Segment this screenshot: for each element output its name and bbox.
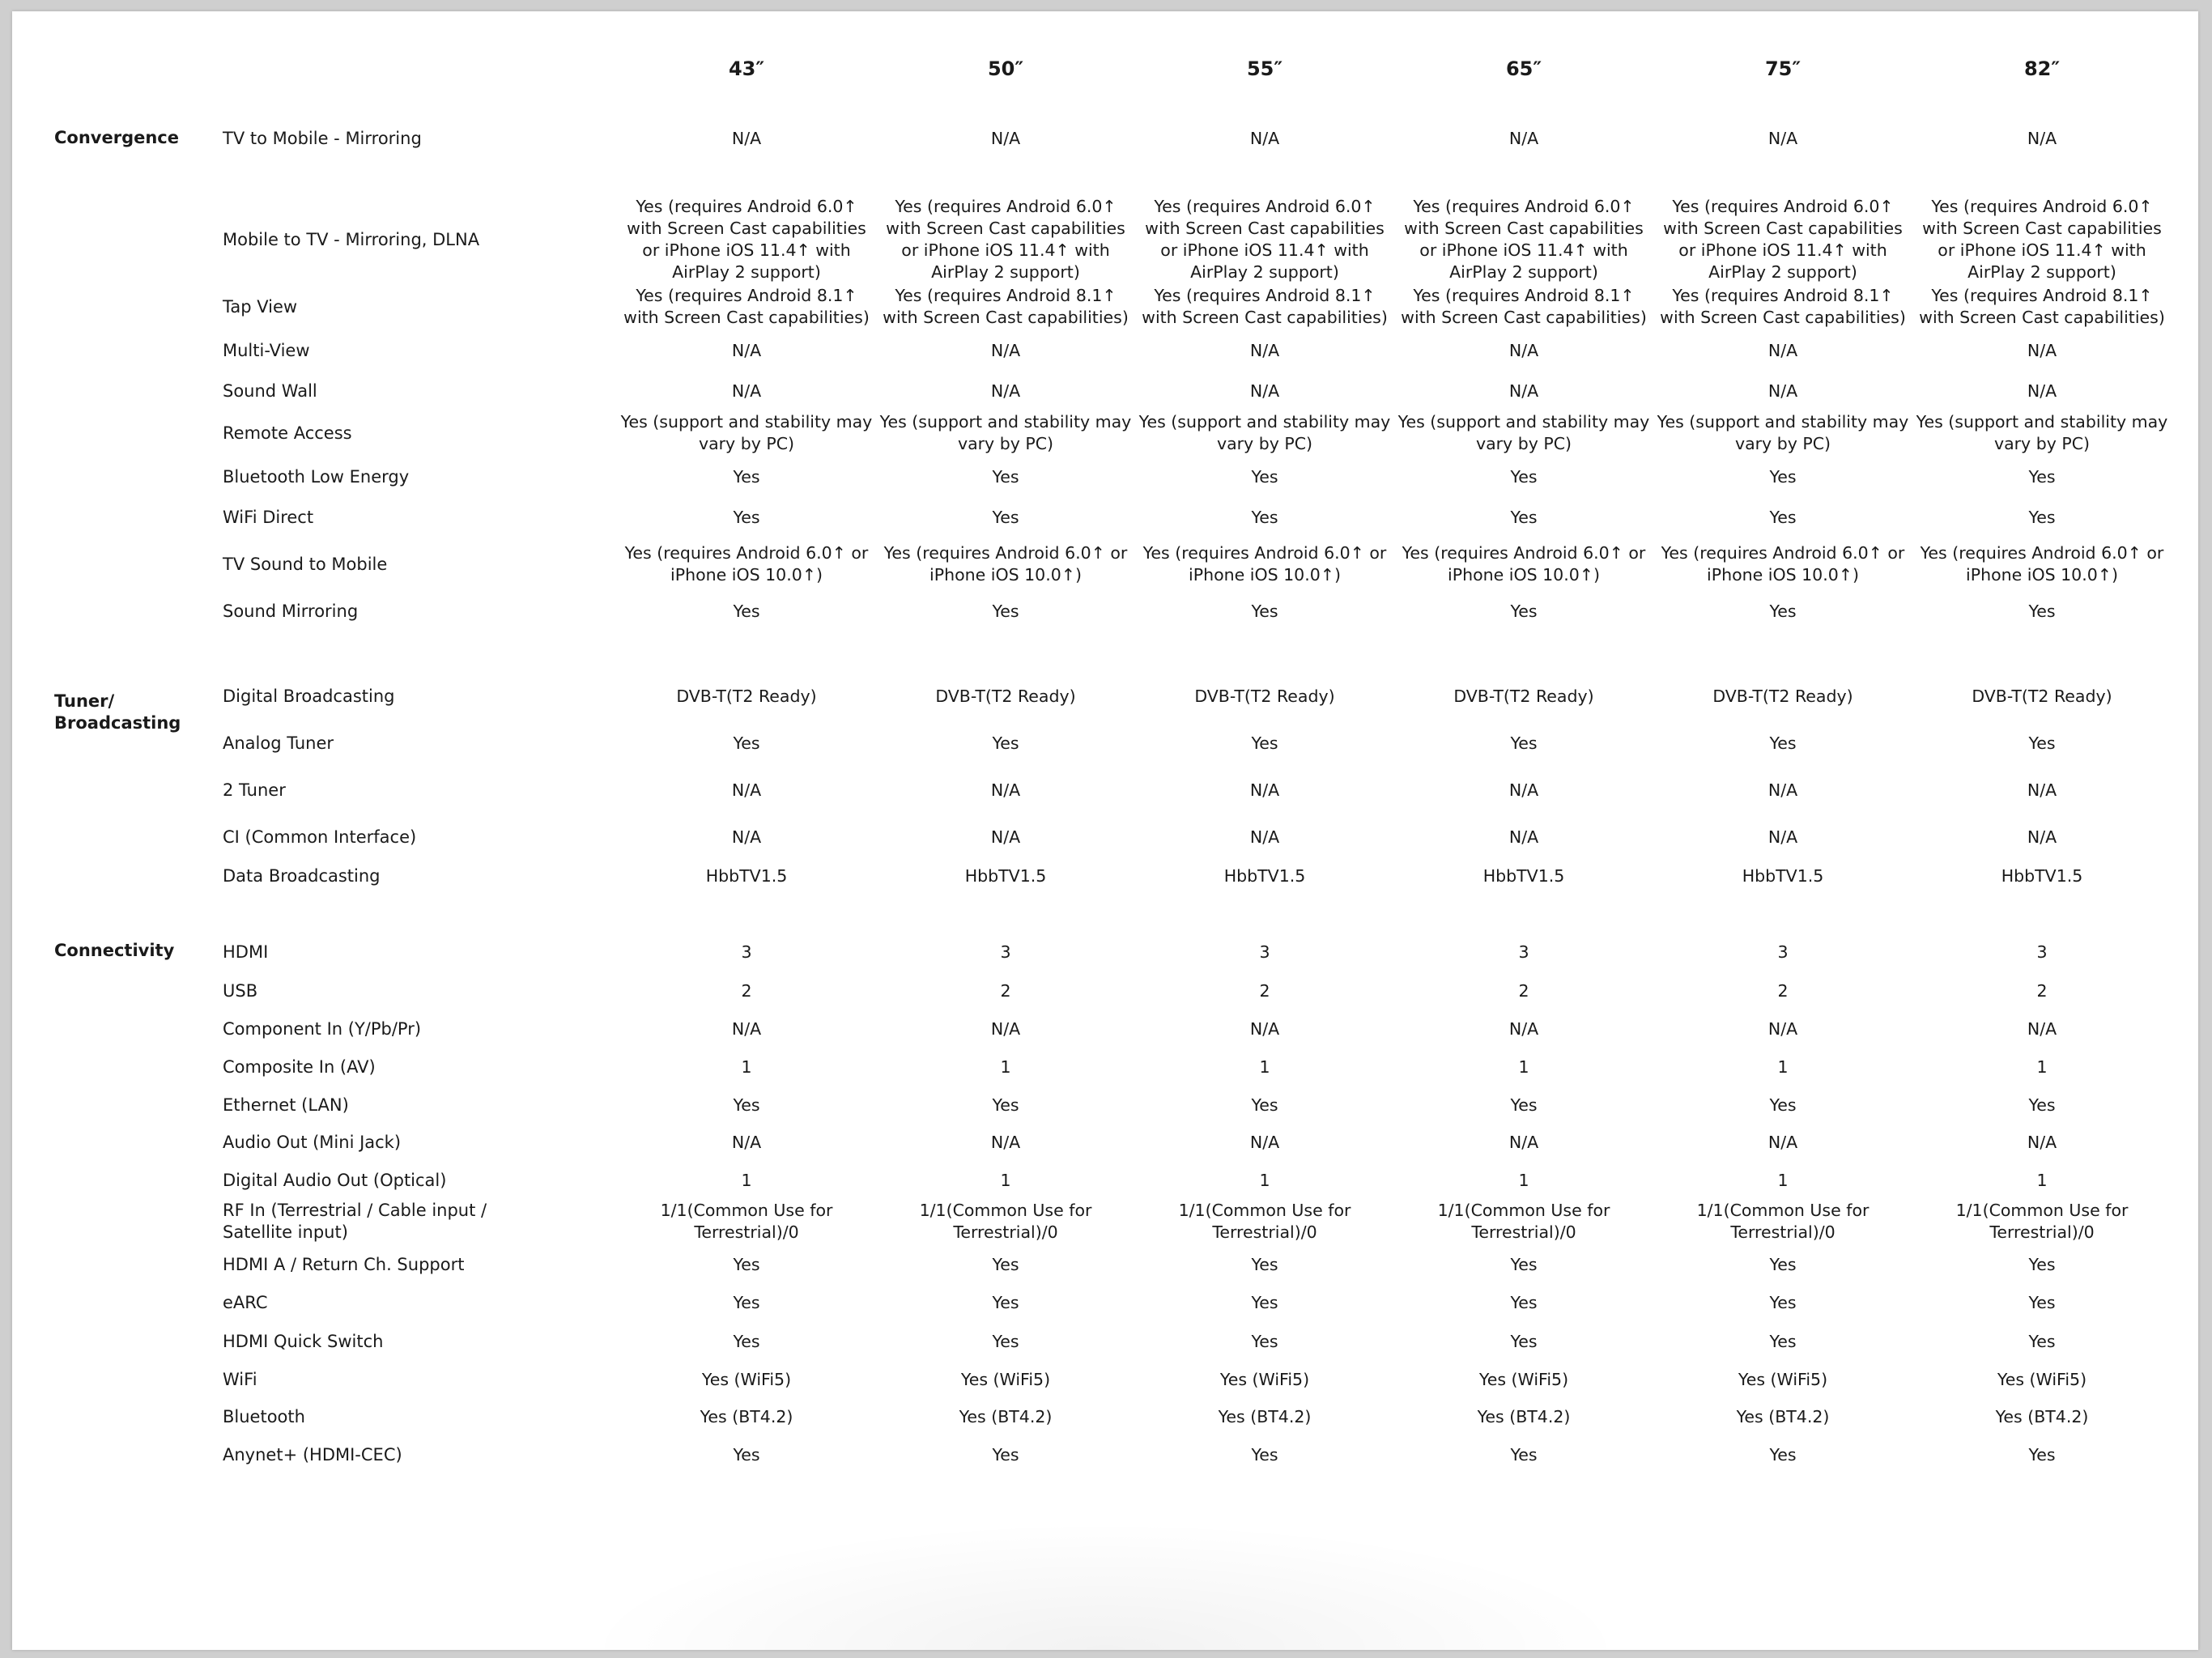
column-header-size: 55″ <box>1246 57 1283 80</box>
spec-value-cell: Yes (requires Android 6.0↑ with Screen Cast capabilities or iPhone iOS 11.4↑ with AirPlay 2 support) <box>1663 197 1903 282</box>
spec-value-cell: Yes <box>1251 733 1278 753</box>
spec-value-cell: N/A <box>990 128 1021 148</box>
spec-value-cell: Yes (requires Android 6.0↑ or iPhone iOS 10.0↑) <box>883 543 1128 585</box>
spec-row-label: USB <box>223 980 258 1001</box>
spec-value-cell: Yes (support and stability may vary by PC) <box>879 412 1132 453</box>
section-label: Tuner/ Broadcasting <box>54 691 181 733</box>
spec-value-cell: N/A <box>1508 1132 1539 1152</box>
spec-value-cell: Yes <box>733 1331 760 1351</box>
spec-value-cell: Yes <box>733 1254 760 1274</box>
spec-value-cell: N/A <box>731 128 762 148</box>
spec-row-label: Remote Access <box>223 423 352 443</box>
spec-value-cell: N/A <box>1767 827 1798 847</box>
spec-value-cell: Yes <box>992 1444 1019 1465</box>
spec-value-cell: Yes <box>2028 507 2056 527</box>
spec-value-cell: HbbTV1.5 <box>705 865 788 886</box>
spec-value-cell: N/A <box>1767 780 1798 800</box>
spec-value-cell: N/A <box>1249 380 1280 401</box>
spec-value-cell: Yes <box>1510 1254 1538 1274</box>
column-header-size: 50″ <box>987 57 1024 80</box>
spec-value-cell: Yes <box>1510 466 1538 487</box>
spec-value-cell: 1/1(Common Use for Terrestrial)/0 <box>1955 1201 2129 1242</box>
spec-value-cell: Yes <box>1769 1444 1797 1465</box>
column-header-size: 75″ <box>1764 57 1802 80</box>
spec-value-cell: Yes <box>992 733 1019 753</box>
spec-value-cell: Yes <box>1769 1331 1797 1351</box>
spec-row-label: Composite In (AV) <box>223 1056 376 1077</box>
spec-value-cell: Yes <box>1251 601 1278 621</box>
spec-row-label: HDMI Quick Switch <box>223 1331 384 1351</box>
spec-value-cell: Yes <box>733 466 760 487</box>
spec-value-cell: 1 <box>1000 1170 1011 1190</box>
spec-value-cell: N/A <box>1508 780 1539 800</box>
spec-value-cell: N/A <box>990 827 1021 847</box>
spec-value-cell: Yes (requires Android 6.0↑ or iPhone iOS 10.0↑) <box>1142 543 1387 585</box>
spec-value-cell: Yes (BT4.2) <box>700 1406 793 1426</box>
spec-value-cell: Yes <box>1251 1254 1278 1274</box>
spec-value-cell: Yes (requires Android 6.0↑ with Screen Cast capabilities or iPhone iOS 11.4↑ with AirPlay 2 support) <box>627 197 866 282</box>
spec-value-cell: Yes <box>1251 1095 1278 1115</box>
spec-value-cell: HbbTV1.5 <box>964 865 1047 886</box>
spec-row-label: WiFi Direct <box>223 507 314 527</box>
spec-row-label: CI (Common Interface) <box>223 827 417 847</box>
spec-value-cell: N/A <box>990 380 1021 401</box>
spec-value-cell: Yes <box>1769 466 1797 487</box>
section-label: Convergence <box>54 128 179 147</box>
spec-value-cell: N/A <box>2027 128 2057 148</box>
spec-value-cell: Yes (requires Android 6.0↑ with Screen Cast capabilities or iPhone iOS 11.4↑ with AirPlay 2 support) <box>1145 197 1385 282</box>
spec-row-label: Bluetooth <box>223 1406 305 1426</box>
spec-value-cell: Yes <box>1251 507 1278 527</box>
spec-value-cell: Yes <box>2028 466 2056 487</box>
spec-row-label: Digital Audio Out (Optical) <box>223 1170 447 1190</box>
spec-value-cell: Yes (requires Android 6.0↑ with Screen Cast capabilities or iPhone iOS 11.4↑ with AirPlay 2 support) <box>886 197 1125 282</box>
spec-value-cell: 1 <box>1518 1170 1529 1190</box>
spec-value-cell: HbbTV1.5 <box>2001 865 2083 886</box>
spec-value-cell: N/A <box>990 780 1021 800</box>
spec-value-cell: HbbTV1.5 <box>1742 865 1824 886</box>
spec-value-cell: 1 <box>1259 1170 1270 1190</box>
spec-value-cell: 1 <box>741 1170 752 1190</box>
spec-value-cell: Yes <box>1769 1254 1797 1274</box>
spec-value-cell: 1 <box>2036 1170 2048 1190</box>
spec-value-cell: Yes <box>992 1095 1019 1115</box>
section-label: Connectivity <box>54 941 175 960</box>
spec-value-cell: Yes <box>1251 466 1278 487</box>
spec-value-cell: Yes (BT4.2) <box>959 1406 1053 1426</box>
spec-value-cell: 2 <box>1518 980 1529 1001</box>
spec-value-cell: DVB-T(T2 Ready) <box>676 686 817 706</box>
spec-value-cell: N/A <box>731 780 762 800</box>
spec-value-cell: N/A <box>1508 380 1539 401</box>
spec-value-cell: 3 <box>1259 942 1270 962</box>
spec-value-cell: N/A <box>1508 827 1539 847</box>
spec-value-cell: N/A <box>2027 340 2057 360</box>
spec-value-cell: Yes (requires Android 6.0↑ or iPhone iOS 10.0↑) <box>1402 543 1646 585</box>
spec-value-cell: Yes <box>733 733 760 753</box>
spec-value-cell: Yes (BT4.2) <box>1477 1406 1571 1426</box>
spec-value-cell: Yes <box>1769 1095 1797 1115</box>
spec-value-cell: N/A <box>1508 340 1539 360</box>
spec-value-cell: 1 <box>2036 1056 2048 1077</box>
spec-value-cell: 2 <box>2036 980 2048 1001</box>
spec-value-cell: Yes <box>733 1444 760 1465</box>
spec-value-cell: Yes <box>2028 1444 2056 1465</box>
spec-value-cell: DVB-T(T2 Ready) <box>1712 686 1853 706</box>
spec-value-cell: 1 <box>1518 1056 1529 1077</box>
spec-value-cell: N/A <box>990 340 1021 360</box>
spec-row-label: Component In (Y/Pb/Pr) <box>223 1018 422 1039</box>
spec-value-cell: Yes (support and stability may vary by PC) <box>1657 412 1909 453</box>
spec-value-cell: 1 <box>741 1056 752 1077</box>
spec-value-cell: N/A <box>731 380 762 401</box>
spec-value-cell: N/A <box>2027 780 2057 800</box>
spec-value-cell: Yes (requires Android 8.1↑ with Screen Cast capabilities) <box>1660 286 1906 327</box>
spec-value-cell: Yes (requires Android 8.1↑ with Screen Cast capabilities) <box>883 286 1129 327</box>
spec-value-cell: Yes (WiFi5) <box>1997 1369 2087 1389</box>
spec-row-label: eARC <box>223 1292 268 1312</box>
spec-value-cell: Yes (requires Android 8.1↑ with Screen Cast capabilities) <box>1142 286 1388 327</box>
spec-value-cell: Yes <box>1769 1292 1797 1312</box>
spec-value-cell: N/A <box>990 1132 1021 1152</box>
spec-value-cell: Yes <box>1510 733 1538 753</box>
column-header-size: 82″ <box>2023 57 2061 80</box>
spec-value-cell: N/A <box>2027 1018 2057 1039</box>
spec-value-cell: N/A <box>731 1018 762 1039</box>
spec-value-cell: N/A <box>1249 1132 1280 1152</box>
spec-value-cell: 1 <box>1000 1056 1011 1077</box>
spec-value-cell: 1/1(Common Use for Terrestrial)/0 <box>660 1201 833 1242</box>
spec-value-cell: Yes <box>1510 1331 1538 1351</box>
spec-value-cell: 3 <box>1000 942 1011 962</box>
spec-value-cell: Yes (requires Android 6.0↑ or iPhone iOS 10.0↑) <box>624 543 869 585</box>
spec-value-cell: Yes (support and stability may vary by PC) <box>1138 412 1391 453</box>
spec-value-cell: 1 <box>1777 1170 1789 1190</box>
spec-row-label: Sound Mirroring <box>223 601 359 621</box>
spec-value-cell: N/A <box>1767 128 1798 148</box>
spec-row-label: HDMI <box>223 942 269 962</box>
spec-value-cell: Yes <box>2028 1292 2056 1312</box>
spec-value-cell: DVB-T(T2 Ready) <box>935 686 1076 706</box>
spec-value-cell: Yes <box>992 601 1019 621</box>
spec-value-cell: 2 <box>1259 980 1270 1001</box>
spec-value-cell: Yes <box>1251 1444 1278 1465</box>
spec-value-cell: Yes <box>1251 1331 1278 1351</box>
spec-value-cell: N/A <box>990 1018 1021 1039</box>
spec-value-cell: Yes (requires Android 6.0↑ or iPhone iOS 10.0↑) <box>1920 543 2164 585</box>
spec-row-label: 2 Tuner <box>223 780 286 800</box>
spec-value-cell: HbbTV1.5 <box>1223 865 1306 886</box>
spec-value-cell: N/A <box>1767 1132 1798 1152</box>
spec-value-cell: Yes (BT4.2) <box>1736 1406 1830 1426</box>
spec-value-cell: Yes (requires Android 8.1↑ with Screen Cast capabilities) <box>1919 286 2165 327</box>
spec-value-cell: DVB-T(T2 Ready) <box>1972 686 2112 706</box>
spec-value-cell: Yes <box>1510 1292 1538 1312</box>
spec-value-cell: Yes <box>733 1292 760 1312</box>
spec-value-cell: Yes (BT4.2) <box>1995 1406 2089 1426</box>
spec-value-cell: Yes <box>1769 733 1797 753</box>
spec-row-label: Tap View <box>223 296 298 317</box>
spec-value-cell: 3 <box>741 942 752 962</box>
spec-value-cell: Yes (requires Android 6.0↑ or iPhone iOS 10.0↑) <box>1661 543 1905 585</box>
spec-row-label: Digital Broadcasting <box>223 686 395 706</box>
spec-value-cell: Yes (support and stability may vary by PC) <box>1397 412 1650 453</box>
spec-value-cell: N/A <box>2027 827 2057 847</box>
spec-value-cell: Yes <box>2028 733 2056 753</box>
spec-value-cell: N/A <box>2027 380 2057 401</box>
spec-value-cell: Yes <box>1510 507 1538 527</box>
spec-value-cell: Yes (BT4.2) <box>1218 1406 1312 1426</box>
spec-row-label: TV to Mobile - Mirroring <box>223 128 422 148</box>
spec-row-label: RF In (Terrestrial / Cable input / Satellite input) <box>223 1201 487 1242</box>
spec-value-cell: Yes <box>1769 601 1797 621</box>
spec-row-label: Data Broadcasting <box>223 865 381 886</box>
spec-value-cell: N/A <box>1249 1018 1280 1039</box>
spec-value-cell: Yes (support and stability may vary by PC) <box>620 412 873 453</box>
spec-value-cell: N/A <box>1767 380 1798 401</box>
spec-value-cell: N/A <box>1767 1018 1798 1039</box>
spec-row-label: Sound Wall <box>223 380 317 401</box>
spec-row-label: Audio Out (Mini Jack) <box>223 1132 402 1152</box>
spec-value-cell: Yes <box>1251 1292 1278 1312</box>
column-header-size: 65″ <box>1505 57 1542 80</box>
spec-value-cell: 2 <box>741 980 752 1001</box>
spec-sheet-page <box>12 11 2198 1650</box>
spec-value-cell: 2 <box>1777 980 1789 1001</box>
spec-row-label: Mobile to TV - Mirroring, DLNA <box>223 229 480 249</box>
spec-value-cell: Yes (WiFi5) <box>960 1369 1051 1389</box>
spec-value-cell: Yes <box>2028 601 2056 621</box>
spec-value-cell: DVB-T(T2 Ready) <box>1453 686 1594 706</box>
spec-value-cell: N/A <box>1249 340 1280 360</box>
spec-value-cell: Yes (WiFi5) <box>1219 1369 1310 1389</box>
spec-value-cell: Yes (requires Android 6.0↑ with Screen Cast capabilities or iPhone iOS 11.4↑ with AirPlay 2 support) <box>1922 197 2162 282</box>
spec-value-cell: N/A <box>1249 780 1280 800</box>
spec-value-cell: N/A <box>1249 128 1280 148</box>
spec-value-cell: 1/1(Common Use for Terrestrial)/0 <box>1437 1201 1610 1242</box>
spec-value-cell: 3 <box>2036 942 2048 962</box>
spec-row-label: Analog Tuner <box>223 733 334 753</box>
spec-value-cell: Yes <box>992 466 1019 487</box>
spec-value-cell: Yes (requires Android 6.0↑ with Screen Cast capabilities or iPhone iOS 11.4↑ with AirPlay 2 support) <box>1404 197 1644 282</box>
spec-row-label: Multi-View <box>223 340 310 360</box>
spec-value-cell: 3 <box>1518 942 1529 962</box>
spec-value-cell: DVB-T(T2 Ready) <box>1194 686 1335 706</box>
spec-value-cell: N/A <box>2027 1132 2057 1152</box>
spec-value-cell: 3 <box>1777 942 1789 962</box>
spec-value-cell: Yes <box>2028 1331 2056 1351</box>
spec-value-cell: Yes (requires Android 8.1↑ with Screen Cast capabilities) <box>1401 286 1647 327</box>
spec-value-cell: 1/1(Common Use for Terrestrial)/0 <box>1696 1201 1870 1242</box>
spec-row-label: Anynet+ (HDMI-CEC) <box>223 1444 402 1465</box>
spec-row-label: HDMI A / Return Ch. Support <box>223 1254 465 1274</box>
spec-value-cell: Yes <box>733 507 760 527</box>
spec-value-cell: Yes <box>2028 1095 2056 1115</box>
spec-value-cell: Yes (WiFi5) <box>1738 1369 1828 1389</box>
spec-value-cell: 1 <box>1777 1056 1789 1077</box>
spec-value-cell: N/A <box>731 1132 762 1152</box>
spec-value-cell: Yes <box>992 1292 1019 1312</box>
spec-value-cell: N/A <box>731 340 762 360</box>
spec-value-cell: Yes (WiFi5) <box>701 1369 792 1389</box>
spec-value-cell: N/A <box>731 827 762 847</box>
spec-value-cell: N/A <box>1767 340 1798 360</box>
spec-value-cell: Yes <box>733 1095 760 1115</box>
spec-value-cell: Yes (support and stability may vary by PC) <box>1916 412 2168 453</box>
spec-value-cell: Yes <box>992 1331 1019 1351</box>
column-header-size: 43″ <box>728 57 765 80</box>
spec-value-cell: Yes (requires Android 8.1↑ with Screen Cast capabilities) <box>623 286 870 327</box>
spec-value-cell: Yes <box>733 601 760 621</box>
spec-value-cell: 1 <box>1259 1056 1270 1077</box>
spec-row-label: WiFi <box>223 1369 257 1389</box>
spec-value-cell: Yes <box>2028 1254 2056 1274</box>
spec-row-label: TV Sound to Mobile <box>223 554 388 574</box>
spec-value-cell: 2 <box>1000 980 1011 1001</box>
spec-value-cell: Yes <box>1510 601 1538 621</box>
spec-value-cell: Yes <box>1510 1095 1538 1115</box>
spec-value-cell: 1/1(Common Use for Terrestrial)/0 <box>1178 1201 1351 1242</box>
spec-row-label: Ethernet (LAN) <box>223 1095 349 1115</box>
spec-value-cell: HbbTV1.5 <box>1482 865 1565 886</box>
spec-row-label: Bluetooth Low Energy <box>223 466 410 487</box>
spec-value-cell: Yes <box>1510 1444 1538 1465</box>
spec-value-cell: Yes <box>992 507 1019 527</box>
spec-value-cell: 1/1(Common Use for Terrestrial)/0 <box>919 1201 1092 1242</box>
spec-value-cell: Yes <box>1769 507 1797 527</box>
spec-value-cell: Yes (WiFi5) <box>1478 1369 1569 1389</box>
spec-value-cell: Yes <box>992 1254 1019 1274</box>
spec-value-cell: N/A <box>1508 128 1539 148</box>
spec-value-cell: N/A <box>1508 1018 1539 1039</box>
spec-value-cell: N/A <box>1249 827 1280 847</box>
